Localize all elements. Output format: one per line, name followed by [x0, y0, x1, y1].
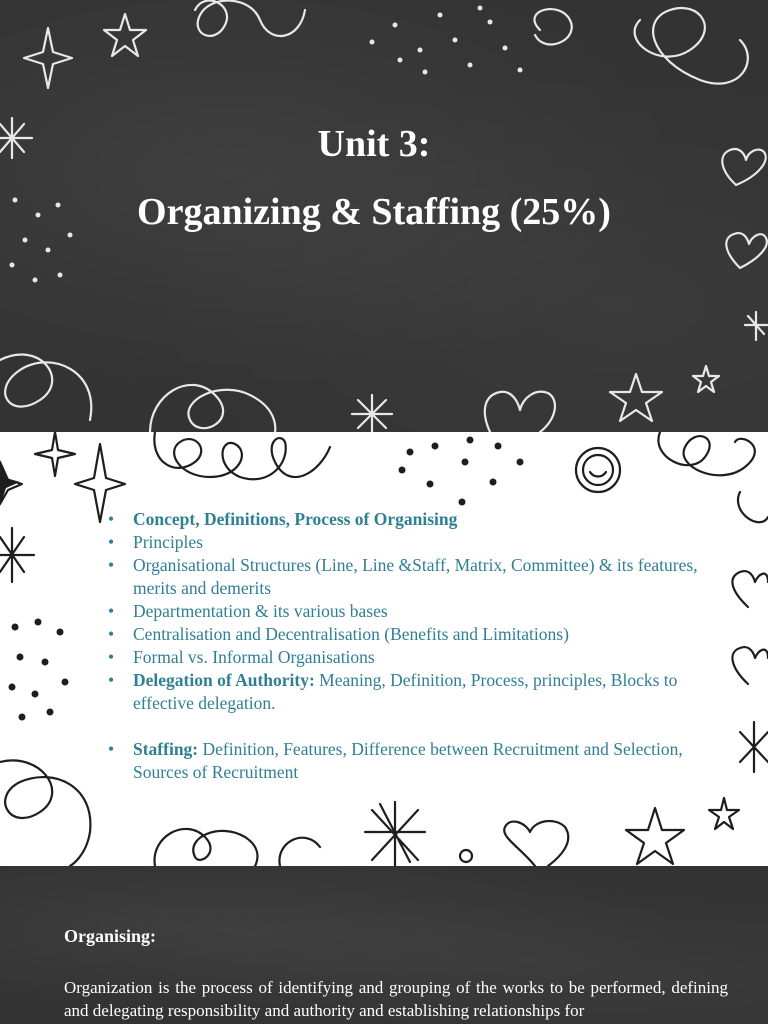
- slide-title: [0, 0, 768, 432]
- list-item: • Staffing: Definition, Features, Difference between Recruitment and Selection, Sources of Recruitment: [108, 738, 718, 784]
- section-heading: Organising:: [64, 926, 157, 946]
- list-item: • Departmentation & its various bases: [108, 600, 718, 623]
- slide-organising: [0, 866, 768, 1024]
- section-paragraph: Organization is the process of identifying and grouping of the works to be performed, defining and delegating responsibility and authority and establishing relationships for: [64, 978, 728, 1020]
- title-line-1: Unit 3:: [317, 123, 431, 165]
- list-item: • Formal vs. Informal Organisations: [108, 646, 718, 669]
- list-item: • Concept, Definitions, Process of Organising: [108, 508, 718, 531]
- list-item: • Delegation of Authority: Meaning, Definition, Process, principles, Blocks to effective delegation.: [108, 669, 718, 715]
- list-item: • Centralisation and Decentralisation (Benefits and Limitations): [108, 623, 718, 646]
- slide-topics: [0, 432, 768, 866]
- list-item: • Principles: [108, 531, 718, 554]
- topic-bullet-list: [108, 508, 718, 784]
- list-item: • Organisational Structures (Line, Line &Staff, Matrix, Committee) & its features, merits and demerits: [108, 554, 718, 600]
- title-line-2: Organizing & Staffing (25%): [137, 191, 611, 233]
